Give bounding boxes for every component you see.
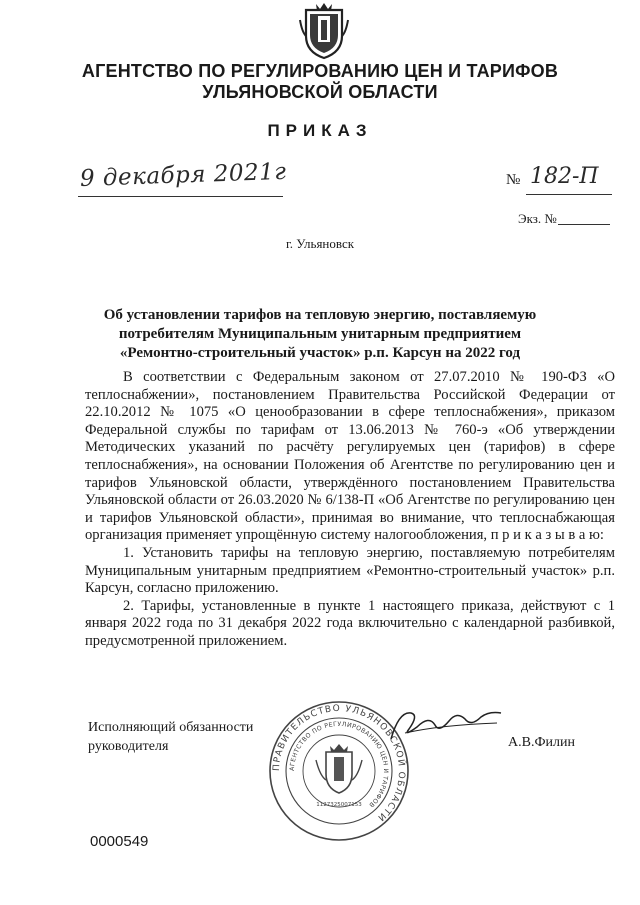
handwritten-number: 182-П: [530, 164, 599, 189]
stamp-outer-text: ПРАВИТЕЛЬСТВО УЛЬЯНОВСКОЙ ОБЛАСТИ: [271, 703, 407, 824]
agency-name-line2: УЛЬЯНОВСКОЙ ОБЛАСТИ: [202, 82, 438, 102]
clause-1: 1. Установить тарифы на тепловую энергию, поставляемую потребителям Муниципальным унитарным предприятием «Ремонтно-строительный участок» р.п. Карсун, согласно приложению.: [85, 544, 615, 597]
preamble-paragraph: В соответствии с Федеральным законом от 27.07.2010 № 190-ФЗ «О теплоснабжении», постановлением Правительства Российской Федерации от 22.10.2012 № 1075 «О ценообразовании в сфере теплоснабжения», приказом Федеральной службы по тарифам от 13.06.2013 № 760-э «Об утверждении Методических указаний по расчёту регулируемых цен (тарифов) в сфере теплоснабжения», на основании Положения об Агентстве по регулированию цен и тарифов Ульяновской области, утверждённого постановлением Правительства Ульяновской области от 26.03.2020 № 6/138-П «Об Агентстве по регулированию цен и тарифов Ульяновской области», принимая во внимание, что теплоснабжающая организация применяет упрощённую систему налогообложения, п р и к а з ы в а ю:: [85, 369, 615, 544]
agency-name-line1: АГЕНТСТВО ПО РЕГУЛИРОВАНИЮ ЦЕН И ТАРИФОВ: [81, 61, 559, 81]
order-title-line3: «Ремонтно-строительный участок» р.п. Карсун на 2022 год: [119, 345, 521, 361]
handwritten-signature: [385, 703, 505, 748]
stamp-emblem-icon: [316, 744, 362, 793]
order-title: [100, 306, 540, 363]
number-underline: [526, 194, 612, 195]
copy-number-blank: [558, 224, 610, 225]
order-title-line1: Об установлении тарифов на тепловую энергию, поставляемую: [103, 307, 537, 323]
signatory-position: [88, 718, 253, 756]
stamp-inner-text: АГЕНТСТВО ПО РЕГУЛИРОВАНИЮ ЦЕН И ТАРИФОВ: [288, 720, 390, 809]
order-title-line2: потребителям Муниципальным унитарным предприятием: [118, 326, 522, 342]
handwritten-date: 9 декабря 2021г: [79, 158, 287, 192]
serial-number: 0000549: [90, 833, 149, 850]
signatory-position-line2: руководителя: [88, 739, 169, 754]
clause-2: 2. Тарифы, установленные в пункте 1 настоящего приказа, действуют с 1 января 2022 года по 31 декабря 2022 года включительно с календарной разбивкой, предусмотренной приложением.: [85, 597, 615, 649]
number-sign: №: [506, 172, 521, 188]
date-underline: [78, 196, 283, 197]
coat-of-arms-icon: [296, 2, 352, 60]
copy-number-label: Экз. №: [518, 211, 557, 226]
stamp-number: 1127325007153: [316, 802, 362, 808]
document-type: ПРИКАЗ: [267, 121, 373, 140]
signatory-position-line1: Исполняющий обязанности: [88, 720, 254, 735]
order-body: [85, 369, 615, 651]
city: г. Ульяновск: [285, 236, 355, 251]
signatory-name: А.В.Филин: [508, 735, 575, 750]
